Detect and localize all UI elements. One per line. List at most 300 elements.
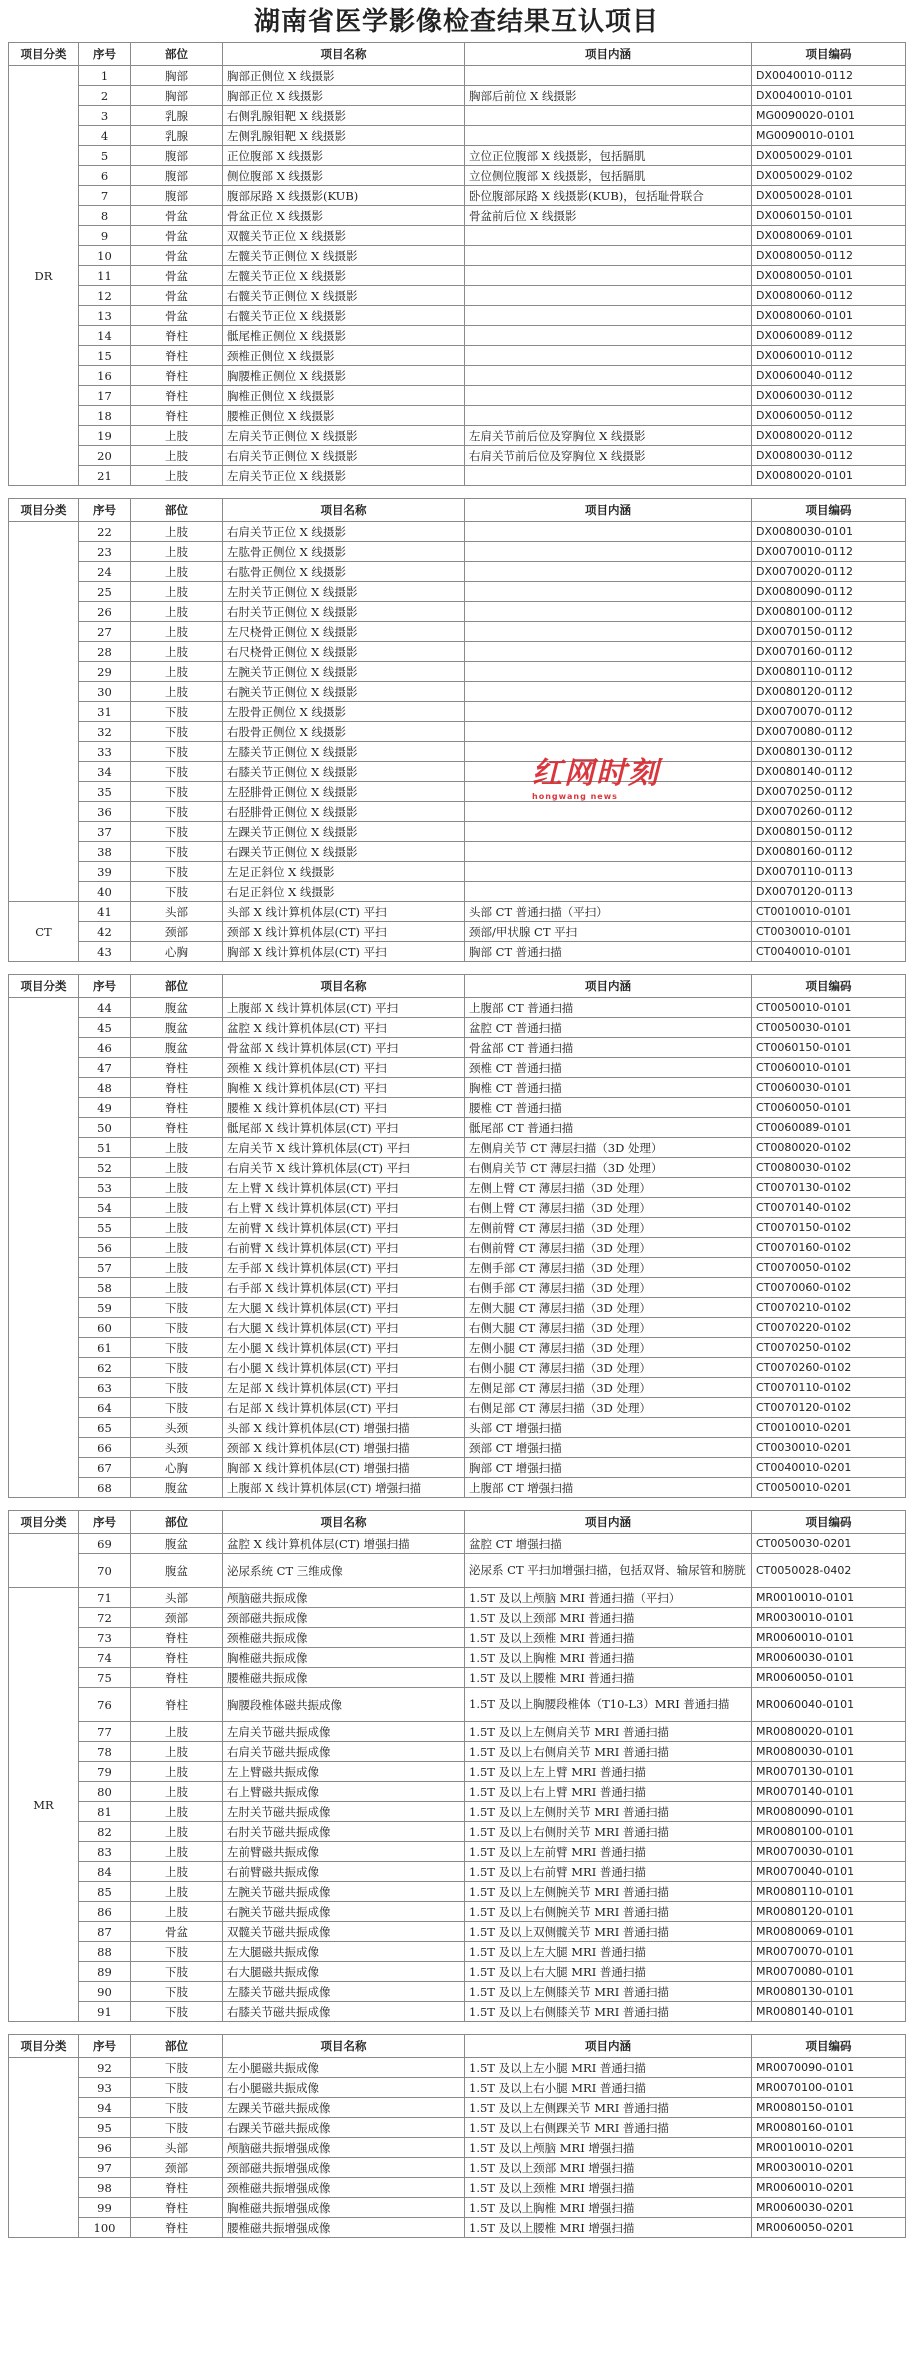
cell-part: 上肢 — [131, 682, 223, 702]
cell-code: DX0070150-0112 — [752, 622, 906, 642]
cell-number: 98 — [79, 2178, 131, 2198]
results-table — [8, 42, 906, 486]
table-row — [9, 1418, 906, 1438]
cell-name: 左肘关节磁共振成像 — [223, 1802, 465, 1822]
watermark-logo — [532, 748, 660, 801]
cell-name: 左腕关节磁共振成像 — [223, 1882, 465, 1902]
cell-name: 右上臂 X 线计算机体层(CT) 平扫 — [223, 1198, 465, 1218]
cell-part: 上肢 — [131, 562, 223, 582]
cell-code: DX0060050-0112 — [752, 406, 906, 426]
cell-content: 1.5T 及以上右上臂 MRI 普通扫描 — [465, 1782, 752, 1802]
cell-content: 1.5T 及以上颈部 MRI 增强扫描 — [465, 2158, 752, 2178]
table-row — [9, 226, 906, 246]
cell-content: 立位正位腹部 X 线摄影，包括膈肌 — [465, 146, 752, 166]
cell-part: 上肢 — [131, 1218, 223, 1238]
cell-content — [465, 106, 752, 126]
cell-number: 21 — [79, 466, 131, 486]
cell-name: 右肩关节正侧位 X 线摄影 — [223, 446, 465, 466]
cell-content: 1.5T 及以上腰椎 MRI 增强扫描 — [465, 2218, 752, 2238]
table-row — [9, 1338, 906, 1358]
cell-content — [465, 66, 752, 86]
cell-number: 52 — [79, 1158, 131, 1178]
cell-number: 5 — [79, 146, 131, 166]
cell-name: 左肘关节正侧位 X 线摄影 — [223, 582, 465, 602]
cell-number: 92 — [79, 2058, 131, 2078]
cell-part: 头部 — [131, 902, 223, 922]
table-row — [9, 1982, 906, 2002]
cell-part: 下肢 — [131, 2118, 223, 2138]
cell-code: DX0060040-0112 — [752, 366, 906, 386]
cell-part: 骨盆 — [131, 226, 223, 246]
cell-category: CT — [9, 902, 79, 962]
cell-code: MR0070080-0101 — [752, 1962, 906, 1982]
cell-part: 脊柱 — [131, 1668, 223, 1688]
cell-number: 27 — [79, 622, 131, 642]
cell-content: 左侧小腿 CT 薄层扫描（3D 处理） — [465, 1338, 752, 1358]
cell-part: 骨盆 — [131, 1922, 223, 1942]
cell-name: 右腕关节磁共振成像 — [223, 1902, 465, 1922]
cell-content: 卧位腹部尿路 X 线摄影(KUB)，包括耻骨联合 — [465, 186, 752, 206]
cell-content: 1.5T 及以上胸腰段椎体（T10-L3）MRI 普通扫描 — [465, 1688, 752, 1722]
cell-name: 胸腰段椎体磁共振成像 — [223, 1688, 465, 1722]
results-table — [8, 498, 906, 962]
cell-number: 70 — [79, 1554, 131, 1588]
cell-name: 颈部磁共振增强成像 — [223, 2158, 465, 2178]
cell-part: 上肢 — [131, 1762, 223, 1782]
cell-part: 腹盆 — [131, 1554, 223, 1588]
cell-part: 上肢 — [131, 1842, 223, 1862]
cell-code: MG0090010-0101 — [752, 126, 906, 146]
cell-name: 左膝关节磁共振成像 — [223, 1982, 465, 2002]
cell-code: DX0080060-0112 — [752, 286, 906, 306]
cell-part: 骨盆 — [131, 306, 223, 326]
cell-content: 左侧肩关节 CT 薄层扫描（3D 处理） — [465, 1138, 752, 1158]
cell-number: 94 — [79, 2098, 131, 2118]
cell-part: 骨盆 — [131, 286, 223, 306]
table-row — [9, 582, 906, 602]
table-header-row — [9, 2035, 906, 2058]
cell-name: 右小腿 X 线计算机体层(CT) 平扫 — [223, 1358, 465, 1378]
cell-code: DX0080120-0112 — [752, 682, 906, 702]
cell-content: 左侧上臂 CT 薄层扫描（3D 处理） — [465, 1178, 752, 1198]
table-row — [9, 1458, 906, 1478]
cell-name: 盆腔 X 线计算机体层(CT) 增强扫描 — [223, 1534, 465, 1554]
cell-name: 右膝关节磁共振成像 — [223, 2002, 465, 2022]
cell-code: CT0010010-0201 — [752, 1418, 906, 1438]
cell-number: 42 — [79, 922, 131, 942]
cell-number: 23 — [79, 542, 131, 562]
cell-name: 胸部正位 X 线摄影 — [223, 86, 465, 106]
cell-number: 79 — [79, 1762, 131, 1782]
cell-part: 胸部 — [131, 66, 223, 86]
cell-name: 胸部 X 线计算机体层(CT) 平扫 — [223, 942, 465, 962]
table-row — [9, 642, 906, 662]
cell-number: 29 — [79, 662, 131, 682]
cell-name: 胸椎正侧位 X 线摄影 — [223, 386, 465, 406]
table-row — [9, 1942, 906, 1962]
cell-part: 脊柱 — [131, 1688, 223, 1722]
table-row — [9, 702, 906, 722]
cell-content: 胸部后前位 X 线摄影 — [465, 86, 752, 106]
cell-part: 腹盆 — [131, 998, 223, 1018]
cell-name: 右肘关节正侧位 X 线摄影 — [223, 602, 465, 622]
cell-number: 1 — [79, 66, 131, 86]
table-row — [9, 1922, 906, 1942]
cell-part: 脊柱 — [131, 326, 223, 346]
cell-part: 下肢 — [131, 882, 223, 902]
table-row — [9, 1688, 906, 1722]
cell-content: 右侧肩关节 CT 薄层扫描（3D 处理） — [465, 1158, 752, 1178]
cell-number: 83 — [79, 1842, 131, 1862]
cell-number: 57 — [79, 1258, 131, 1278]
table-row — [9, 386, 906, 406]
cell-name: 左踝关节正侧位 X 线摄影 — [223, 822, 465, 842]
cell-code: MR0030010-0201 — [752, 2158, 906, 2178]
table-row — [9, 562, 906, 582]
cell-number: 22 — [79, 522, 131, 542]
cell-content: 1.5T 及以上左侧肩关节 MRI 普通扫描 — [465, 1722, 752, 1742]
cell-content — [465, 682, 752, 702]
table-row — [9, 1298, 906, 1318]
cell-number: 85 — [79, 1882, 131, 1902]
cell-part: 腹部 — [131, 186, 223, 206]
cell-code: DX0080110-0112 — [752, 662, 906, 682]
cell-content: 1.5T 及以上颈椎 MRI 增强扫描 — [465, 2178, 752, 2198]
table-row — [9, 1962, 906, 1982]
cell-name: 右肩关节正位 X 线摄影 — [223, 522, 465, 542]
cell-content — [465, 722, 752, 742]
cell-number: 72 — [79, 1608, 131, 1628]
cell-code: CT0040010-0101 — [752, 942, 906, 962]
results-table — [8, 1510, 906, 2022]
table-row — [9, 1668, 906, 1688]
cell-number: 61 — [79, 1338, 131, 1358]
tables-container — [8, 42, 905, 2238]
table-row — [9, 542, 906, 562]
cell-code: DX0070250-0112 — [752, 782, 906, 802]
cell-code: DX0040010-0101 — [752, 86, 906, 106]
header-code: 项目编码 — [752, 43, 906, 66]
cell-number: 41 — [79, 902, 131, 922]
cell-number: 37 — [79, 822, 131, 842]
cell-name: 右膝关节正侧位 X 线摄影 — [223, 762, 465, 782]
cell-number: 55 — [79, 1218, 131, 1238]
cell-number: 24 — [79, 562, 131, 582]
cell-name: 头部 X 线计算机体层(CT) 平扫 — [223, 902, 465, 922]
header-code: 项目编码 — [752, 2035, 906, 2058]
cell-code: CT0070150-0102 — [752, 1218, 906, 1238]
cell-part: 下肢 — [131, 1318, 223, 1338]
cell-number: 36 — [79, 802, 131, 822]
table-row — [9, 1762, 906, 1782]
cell-code: CT0070140-0102 — [752, 1198, 906, 1218]
cell-number: 75 — [79, 1668, 131, 1688]
table-row — [9, 862, 906, 882]
table-row — [9, 166, 906, 186]
cell-content — [465, 802, 752, 822]
cell-name: 左小腿 X 线计算机体层(CT) 平扫 — [223, 1338, 465, 1358]
cell-part: 下肢 — [131, 742, 223, 762]
cell-number: 9 — [79, 226, 131, 246]
cell-name: 骨盆正位 X 线摄影 — [223, 206, 465, 226]
cell-part: 上肢 — [131, 1238, 223, 1258]
cell-part: 下肢 — [131, 2058, 223, 2078]
cell-number: 30 — [79, 682, 131, 702]
cell-code: CT0060089-0101 — [752, 1118, 906, 1138]
cell-part: 下肢 — [131, 1962, 223, 1982]
cell-number: 91 — [79, 2002, 131, 2022]
cell-code: DX0080069-0101 — [752, 226, 906, 246]
cell-number: 26 — [79, 602, 131, 622]
cell-code: DX0060089-0112 — [752, 326, 906, 346]
cell-name: 左大腿磁共振成像 — [223, 1942, 465, 1962]
cell-part: 上肢 — [131, 582, 223, 602]
cell-name: 正位腹部 X 线摄影 — [223, 146, 465, 166]
table-row — [9, 2078, 906, 2098]
cell-number: 4 — [79, 126, 131, 146]
cell-name: 左肩关节 X 线计算机体层(CT) 平扫 — [223, 1138, 465, 1158]
cell-code: CT0010010-0101 — [752, 902, 906, 922]
cell-name: 胸部 X 线计算机体层(CT) 增强扫描 — [223, 1458, 465, 1478]
table-row — [9, 266, 906, 286]
table-row — [9, 1628, 906, 1648]
cell-content — [465, 822, 752, 842]
cell-part: 下肢 — [131, 1378, 223, 1398]
cell-number: 77 — [79, 1722, 131, 1742]
cell-code: DX0080020-0101 — [752, 466, 906, 486]
cell-code: CT0030010-0201 — [752, 1438, 906, 1458]
cell-part: 脊柱 — [131, 1628, 223, 1648]
table-row — [9, 722, 906, 742]
table-row — [9, 1078, 906, 1098]
cell-code: CT0070210-0102 — [752, 1298, 906, 1318]
cell-number: 45 — [79, 1018, 131, 1038]
cell-code: CT0070130-0102 — [752, 1178, 906, 1198]
cell-name: 胸部正侧位 X 线摄影 — [223, 66, 465, 86]
cell-number: 47 — [79, 1058, 131, 1078]
table-row — [9, 86, 906, 106]
cell-category: MR — [9, 1588, 79, 2022]
cell-code: CT0050010-0101 — [752, 998, 906, 1018]
cell-number: 100 — [79, 2218, 131, 2238]
table-row — [9, 1608, 906, 1628]
cell-content: 头部 CT 增强扫描 — [465, 1418, 752, 1438]
cell-number: 56 — [79, 1238, 131, 1258]
table-row — [9, 2198, 906, 2218]
cell-name: 左腕关节正侧位 X 线摄影 — [223, 662, 465, 682]
header-content: 项目内涵 — [465, 975, 752, 998]
cell-number: 68 — [79, 1478, 131, 1498]
table-row — [9, 406, 906, 426]
cell-code: CT0050030-0101 — [752, 1018, 906, 1038]
cell-code: MR0060050-0201 — [752, 2218, 906, 2238]
cell-number: 62 — [79, 1358, 131, 1378]
page-title: 湖南省医学影像检查结果互认项目 — [253, 7, 659, 37]
cell-content — [465, 842, 752, 862]
cell-content: 左侧前臂 CT 薄层扫描（3D 处理） — [465, 1218, 752, 1238]
results-table — [8, 2034, 906, 2238]
cell-part: 下肢 — [131, 762, 223, 782]
cell-code: MG0090020-0101 — [752, 106, 906, 126]
cell-part: 下肢 — [131, 2078, 223, 2098]
cell-part: 头颈 — [131, 1438, 223, 1458]
table-row — [9, 2058, 906, 2078]
cell-number: 97 — [79, 2158, 131, 2178]
cell-part: 腹盆 — [131, 1478, 223, 1498]
cell-name: 胸椎 X 线计算机体层(CT) 平扫 — [223, 1078, 465, 1098]
table-row — [9, 426, 906, 446]
cell-code: DX0080050-0101 — [752, 266, 906, 286]
cell-code: DX0070080-0112 — [752, 722, 906, 742]
cell-content — [465, 662, 752, 682]
cell-name: 右肩关节磁共振成像 — [223, 1742, 465, 1762]
table-row — [9, 1782, 906, 1802]
table-row — [9, 2178, 906, 2198]
cell-code: CT0070120-0102 — [752, 1398, 906, 1418]
cell-part: 上肢 — [131, 1862, 223, 1882]
cell-part: 上肢 — [131, 426, 223, 446]
table-header-row — [9, 43, 906, 66]
table-row — [9, 146, 906, 166]
cell-part: 心胸 — [131, 1458, 223, 1478]
cell-number: 2 — [79, 86, 131, 106]
cell-part: 下肢 — [131, 1338, 223, 1358]
header-name: 项目名称 — [223, 43, 465, 66]
table-header-row — [9, 975, 906, 998]
table-row — [9, 1742, 906, 1762]
cell-category — [9, 998, 79, 1498]
cell-part: 上肢 — [131, 1278, 223, 1298]
table-row — [9, 1218, 906, 1238]
cell-content: 1.5T 及以上右大腿 MRI 普通扫描 — [465, 1962, 752, 1982]
cell-part: 下肢 — [131, 782, 223, 802]
table-row — [9, 762, 906, 782]
table-row — [9, 1178, 906, 1198]
cell-content — [465, 346, 752, 366]
cell-part: 乳腺 — [131, 106, 223, 126]
cell-part: 上肢 — [131, 1802, 223, 1822]
cell-name: 右胫腓骨正侧位 X 线摄影 — [223, 802, 465, 822]
cell-name: 双髋关节磁共振成像 — [223, 1922, 465, 1942]
cell-name: 左肩关节正侧位 X 线摄影 — [223, 426, 465, 446]
cell-category — [9, 522, 79, 902]
cell-part: 腹部 — [131, 166, 223, 186]
cell-code: MR0060030-0101 — [752, 1648, 906, 1668]
cell-number: 99 — [79, 2198, 131, 2218]
cell-name: 右肱骨正侧位 X 线摄影 — [223, 562, 465, 582]
cell-content: 骶尾部 CT 普通扫描 — [465, 1118, 752, 1138]
table-row — [9, 622, 906, 642]
cell-part: 腹部 — [131, 146, 223, 166]
cell-content — [465, 306, 752, 326]
header-number: 序号 — [79, 975, 131, 998]
table-header-row — [9, 1511, 906, 1534]
cell-name: 泌尿系统 CT 三维成像 — [223, 1554, 465, 1588]
cell-part: 上肢 — [131, 1722, 223, 1742]
table-row — [9, 882, 906, 902]
cell-category — [9, 2058, 79, 2238]
cell-content: 左侧大腿 CT 薄层扫描（3D 处理） — [465, 1298, 752, 1318]
cell-part: 脊柱 — [131, 386, 223, 406]
cell-content — [465, 266, 752, 286]
cell-code: CT0080030-0102 — [752, 1158, 906, 1178]
cell-content: 1.5T 及以上左侧踝关节 MRI 普通扫描 — [465, 2098, 752, 2118]
cell-name: 腰椎磁共振增强成像 — [223, 2218, 465, 2238]
table-row — [9, 306, 906, 326]
table-row — [9, 1098, 906, 1118]
cell-code: DX0080060-0101 — [752, 306, 906, 326]
cell-number: 7 — [79, 186, 131, 206]
cell-number: 59 — [79, 1298, 131, 1318]
table-row — [9, 1648, 906, 1668]
cell-content: 盆腔 CT 普通扫描 — [465, 1018, 752, 1038]
cell-code: CT0060030-0101 — [752, 1078, 906, 1098]
cell-number: 76 — [79, 1688, 131, 1722]
cell-content: 1.5T 及以上颅脑 MRI 普通扫描（平扫） — [465, 1588, 752, 1608]
cell-name: 右上臂磁共振成像 — [223, 1782, 465, 1802]
table-row — [9, 1138, 906, 1158]
cell-code: MR0070040-0101 — [752, 1862, 906, 1882]
cell-name: 右踝关节正侧位 X 线摄影 — [223, 842, 465, 862]
header-content: 项目内涵 — [465, 43, 752, 66]
cell-number: 32 — [79, 722, 131, 742]
cell-code: CT0050028-0402 — [752, 1554, 906, 1588]
cell-content — [465, 406, 752, 426]
cell-code: DX0070070-0112 — [752, 702, 906, 722]
cell-code: MR0070100-0101 — [752, 2078, 906, 2098]
table-row — [9, 366, 906, 386]
cell-name: 腰椎磁共振成像 — [223, 1668, 465, 1688]
cell-code: DX0080100-0112 — [752, 602, 906, 622]
watermark-text: 红网时刻 — [532, 756, 660, 791]
cell-part: 脊柱 — [131, 2178, 223, 2198]
cell-name: 颈部磁共振成像 — [223, 1608, 465, 1628]
watermark-subtext: hongwang news — [532, 792, 618, 801]
cell-number: 54 — [79, 1198, 131, 1218]
table-row — [9, 1278, 906, 1298]
cell-name: 右踝关节磁共振成像 — [223, 2118, 465, 2138]
cell-name: 左上臂磁共振成像 — [223, 1762, 465, 1782]
cell-name: 侧位腹部 X 线摄影 — [223, 166, 465, 186]
cell-content — [465, 562, 752, 582]
table-row — [9, 66, 906, 86]
cell-code: MR0080090-0101 — [752, 1802, 906, 1822]
cell-name: 颈部 X 线计算机体层(CT) 增强扫描 — [223, 1438, 465, 1458]
cell-part: 头部 — [131, 1588, 223, 1608]
table-row — [9, 2218, 906, 2238]
table-row — [9, 1842, 906, 1862]
table-row — [9, 1802, 906, 1822]
cell-content: 颈部/甲状腺 CT 平扫 — [465, 922, 752, 942]
table-row — [9, 1018, 906, 1038]
cell-name: 右小腿磁共振成像 — [223, 2078, 465, 2098]
cell-name: 左股骨正侧位 X 线摄影 — [223, 702, 465, 722]
cell-code: DX0070110-0113 — [752, 862, 906, 882]
cell-code: MR0080020-0101 — [752, 1722, 906, 1742]
cell-name: 右尺桡骨正侧位 X 线摄影 — [223, 642, 465, 662]
cell-number: 53 — [79, 1178, 131, 1198]
cell-name: 右肘关节磁共振成像 — [223, 1822, 465, 1842]
cell-part: 上肢 — [131, 1198, 223, 1218]
cell-code: MR0080100-0101 — [752, 1822, 906, 1842]
cell-code: DX0070260-0112 — [752, 802, 906, 822]
cell-content — [465, 702, 752, 722]
cell-number: 39 — [79, 862, 131, 882]
cell-name: 骨盆部 X 线计算机体层(CT) 平扫 — [223, 1038, 465, 1058]
cell-code: DX0080130-0112 — [752, 742, 906, 762]
cell-name: 左前臂 X 线计算机体层(CT) 平扫 — [223, 1218, 465, 1238]
table-row — [9, 206, 906, 226]
